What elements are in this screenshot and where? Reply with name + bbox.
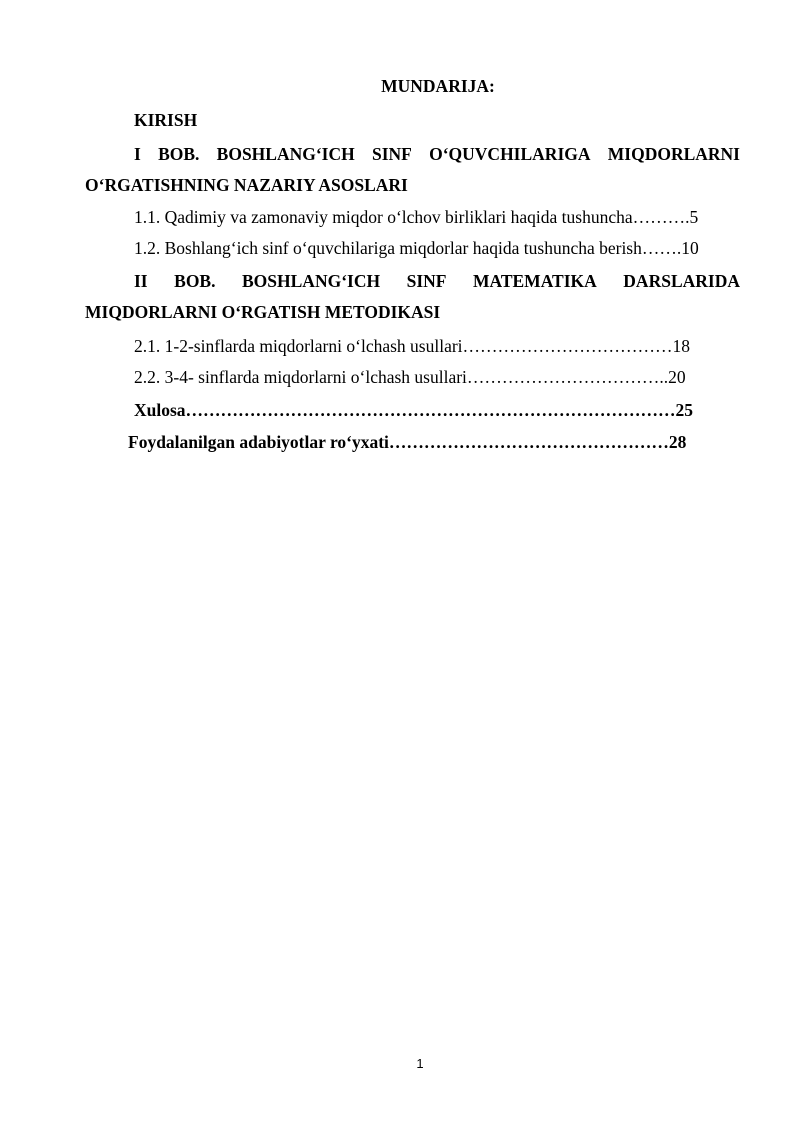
toc-title: MUNDARIJA: [381, 76, 495, 96]
toc-entry-chapter1-line2: O‘RGATISHNING NAZARIY ASOSLARI [85, 175, 408, 195]
chapter1-word: I [134, 144, 141, 164]
chapter1-word: BOB. [158, 144, 200, 164]
toc-entry-section-1-1: 1.1. Qadimiy va zamonaviy miqdor o‘lchov birliklari haqida tushuncha……….5 [134, 207, 699, 227]
toc-entry-adabiyotlar: Foydalanilgan adabiyotlar ro‘yxati…………………………………………28 [128, 432, 687, 452]
chapter2-word: II [134, 271, 148, 291]
toc-entry-section-1-2: 1.2. Boshlang‘ich sinf o‘quvchilariga miqdorlar haqida tushuncha berish…….10 [134, 238, 699, 258]
toc-entry-chapter2-line2: MIQDORLARNI O‘RGATISH METODIKASI [85, 302, 441, 322]
chapter1-word: BOSHLANG‘ICH [216, 144, 355, 164]
chapter2-word: SINF [406, 271, 447, 291]
toc-entry-xulosa: Xulosa…………………………………………………………………………25 [134, 400, 694, 420]
chapter1-word: MIQDORLARNI [607, 144, 740, 164]
toc-entry-section-2-2: 2.2. 3-4- sinflarda miqdorlarni o‘lchash usullari……………………………..20 [134, 367, 686, 387]
toc-entry-section-2-1: 2.1. 1-2-sinflarda miqdorlarni o‘lchash usullari………………………………18 [134, 336, 691, 356]
toc-entry-chapter2-line1 [134, 270, 740, 292]
chapter2-word: DARSLARIDA [623, 271, 740, 291]
chapter2-word: MATEMATIKA [472, 271, 597, 291]
chapter1-word: O‘QUVCHILARIGA [429, 144, 591, 164]
chapter2-word: BOB. [174, 271, 216, 291]
toc-entry-chapter1-line1 [134, 143, 740, 165]
page-number: 1 [416, 1056, 424, 1071]
chapter1-word: SINF [371, 144, 412, 164]
toc-entry-kirish: KIRISH [134, 110, 198, 130]
chapter2-word: BOSHLANG‘ICH [242, 271, 381, 291]
